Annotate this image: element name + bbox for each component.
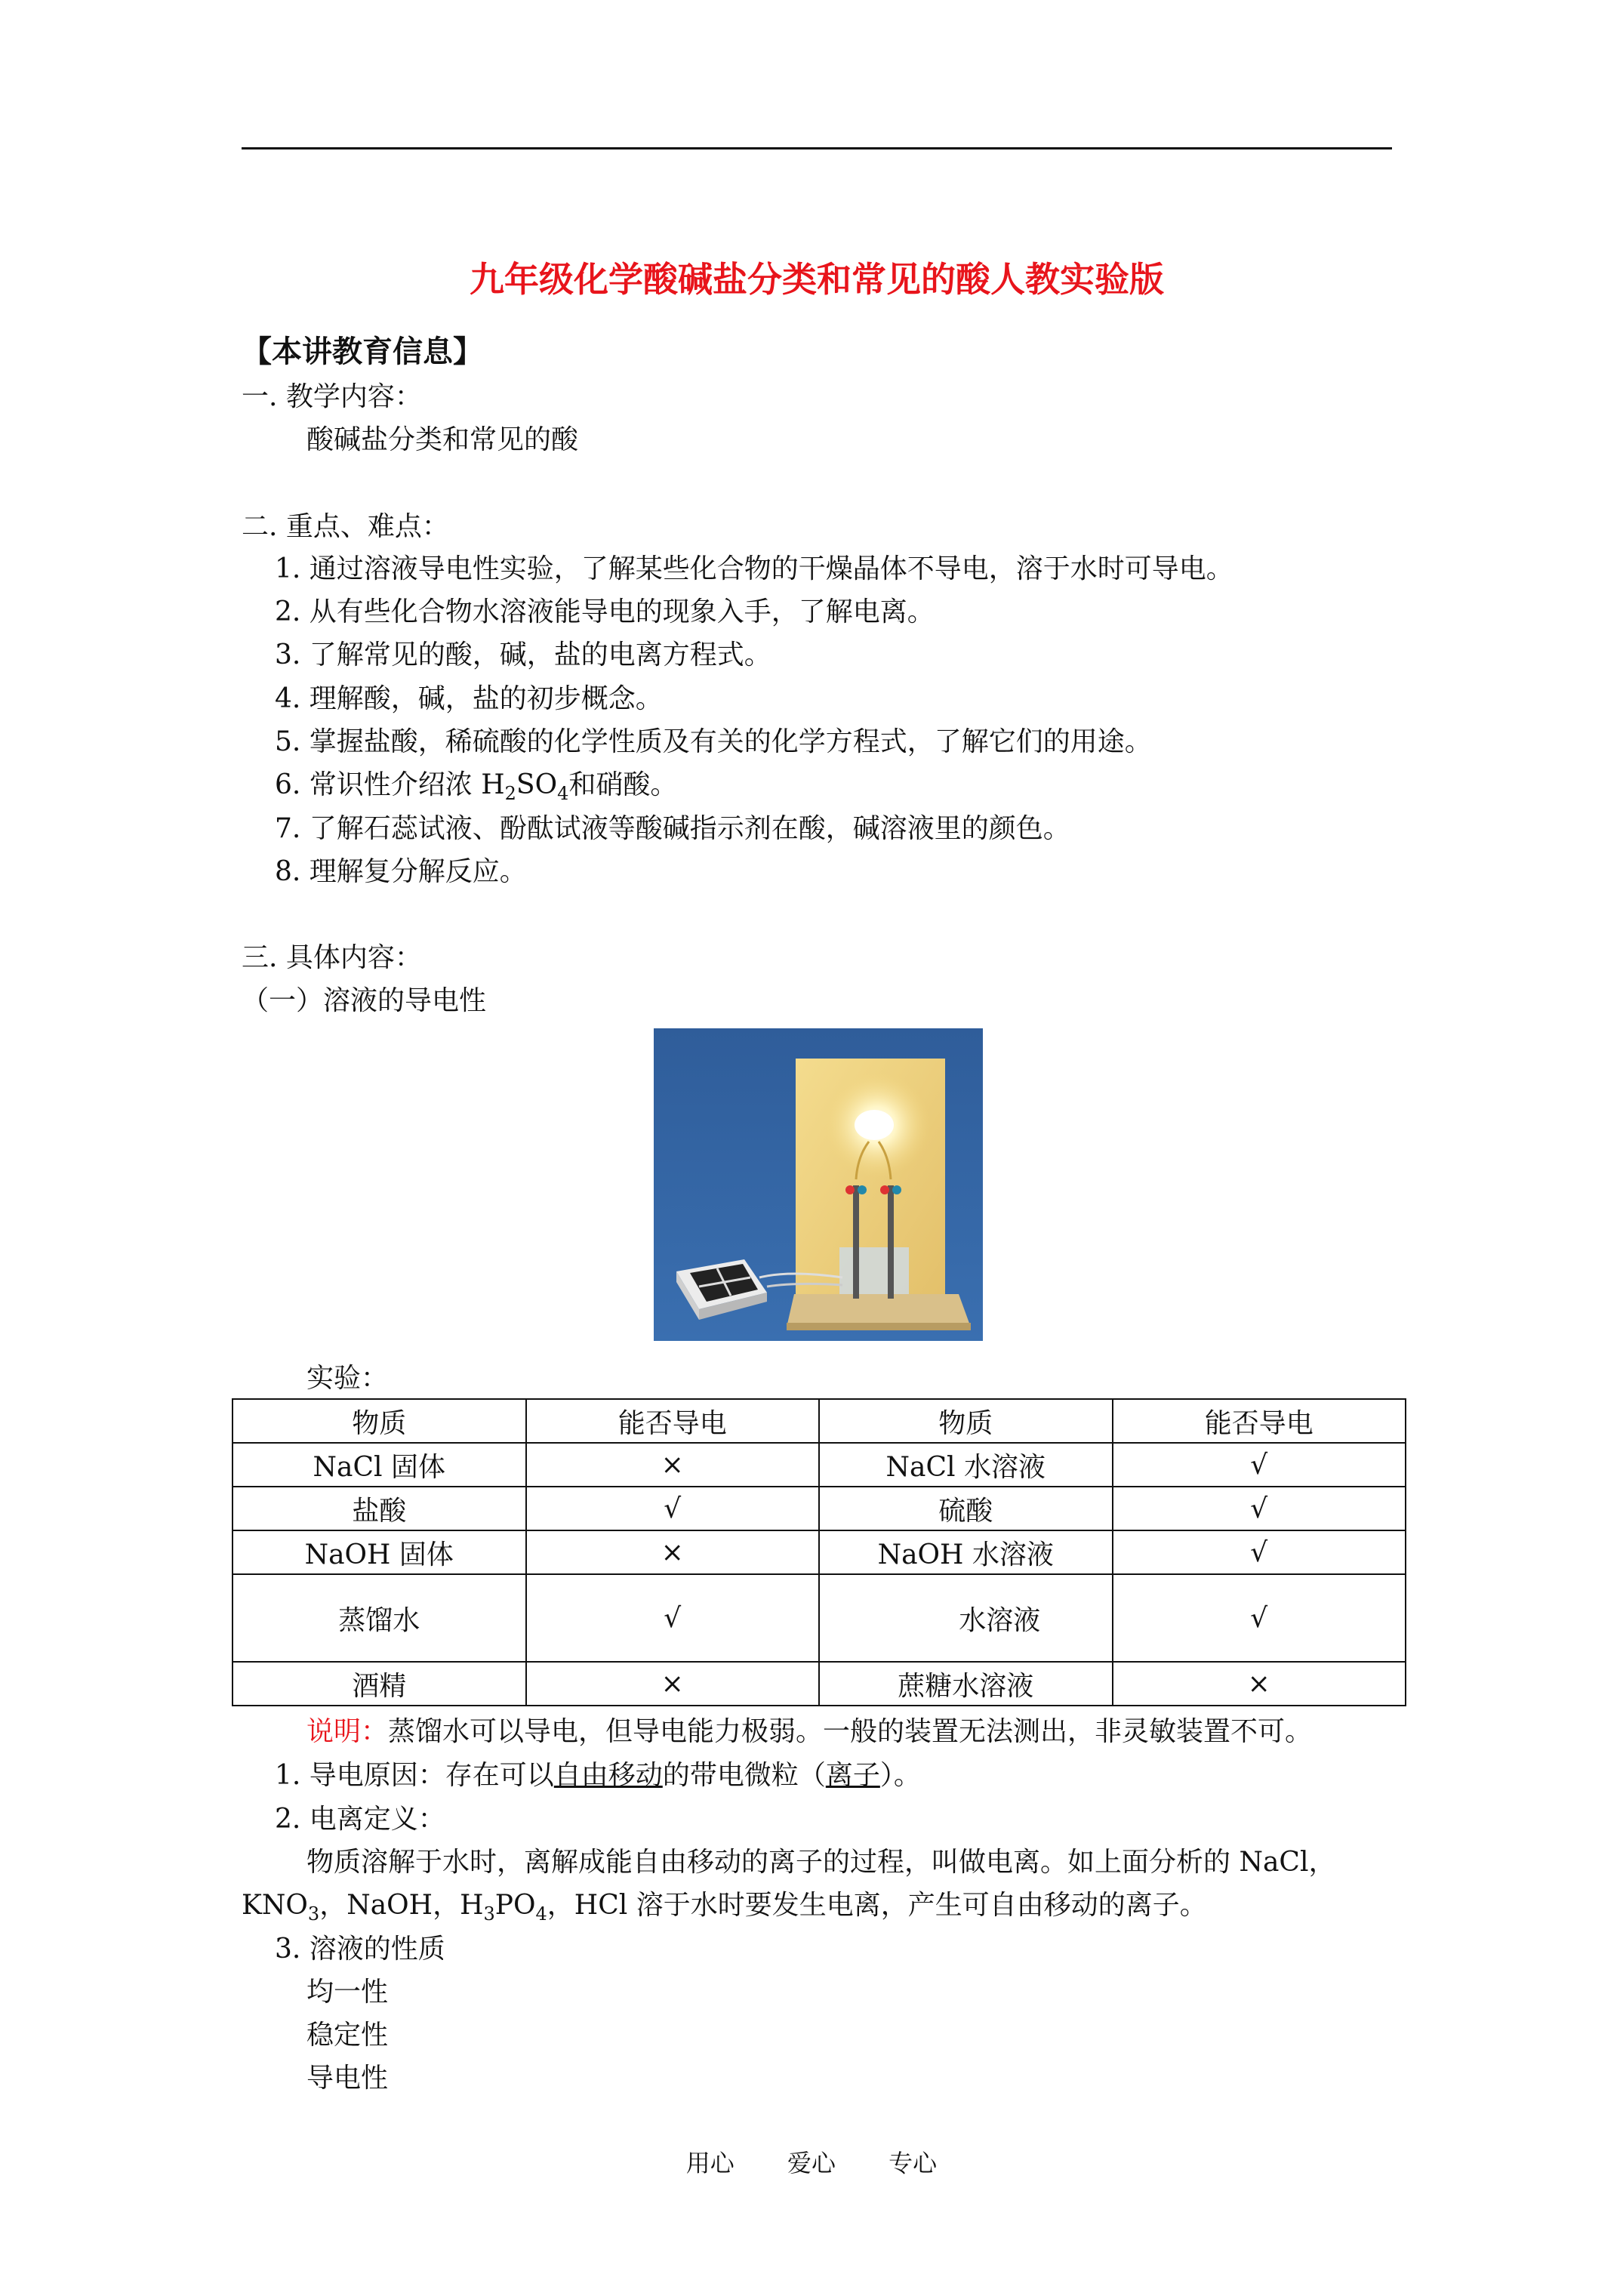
key-point-1: 1. 通过溶液导电性实验，了解某些化合物的干燥晶体不导电，溶于水时可导电。 <box>275 553 1233 584</box>
note-text: 蒸馏水可以导电，但导电能力极弱。一般的装置无法测出，非灵敏装置不可。 <box>388 1716 1313 1747</box>
table-header-row <box>233 1399 1406 1443</box>
table-cell: 盐酸 <box>233 1487 526 1530</box>
section1-heading: 一. 教学内容： <box>242 381 422 412</box>
ionization-line2-tail: ，HCl 溶于水时要发生电离，产生可自由移动的离子。 <box>547 1890 1207 1921</box>
info-heading: 【本讲教育信息】 <box>242 334 483 369</box>
page-footer <box>0 2144 1623 2179</box>
footer-item: 爱心 <box>787 2149 836 2177</box>
point1-prefix: 1. 导电原因：存在可以 <box>275 1760 554 1791</box>
table-cell: 蔗糖水溶液 <box>819 1662 1113 1706</box>
table-row <box>233 1574 1406 1662</box>
table-cell: √ <box>1113 1443 1406 1487</box>
table-cell: 硫酸 <box>819 1487 1113 1530</box>
point1-underline-ion: 离子 <box>825 1760 880 1791</box>
key-point-6-sub1: 2 <box>504 783 516 804</box>
conductivity-table <box>232 1398 1406 1706</box>
formula-sub: 3 <box>307 1903 320 1925</box>
footer-item: 专心 <box>888 2149 938 2177</box>
section3-heading: 三. 具体内容： <box>242 942 422 973</box>
point1-underline-free-moving: 自由移动 <box>553 1760 663 1791</box>
property-uniformity: 均一性 <box>306 1977 389 2008</box>
table-row <box>233 1530 1406 1574</box>
table-cell: 酒精 <box>233 1662 526 1706</box>
formula-sub: 4 <box>535 1903 547 1925</box>
table-cell: × <box>526 1662 820 1706</box>
document-title: 九年级化学酸碱盐分类和常见的酸人教实验版 <box>470 259 1164 300</box>
table-header-cell: 能否导电 <box>526 1399 820 1443</box>
table-cell: √ <box>526 1487 820 1530</box>
point-solution-properties: 3. 溶液的性质 <box>275 1934 445 1965</box>
table-cell: × <box>526 1530 820 1574</box>
table-cell: 蒸馏水 <box>233 1574 526 1662</box>
header-rule <box>242 147 1392 149</box>
key-point-6 <box>275 766 677 805</box>
table-cell: NaCl 固体 <box>233 1443 526 1487</box>
key-point-3: 3. 了解常见的酸，碱，盐的电离方程式。 <box>275 639 771 670</box>
formula-kno: KNO <box>242 1890 308 1921</box>
ionization-definition-line2 <box>242 1886 1207 1925</box>
table-cell: NaOH 水溶液 <box>819 1530 1113 1574</box>
key-point-7: 7. 了解石蕊试液、酚酞试液等酸碱指示剂在酸，碱溶液里的颜色。 <box>275 813 1070 844</box>
conductivity-apparatus-photo <box>654 1028 983 1341</box>
formula-naoh-h: ，NaOH，H <box>319 1890 484 1921</box>
table-row <box>233 1487 1406 1530</box>
table-cell: × <box>1113 1662 1406 1706</box>
table-header-cell: 物质 <box>233 1399 526 1443</box>
point1-suffix: ）。 <box>879 1760 921 1791</box>
key-point-6-suffix: 和硝酸。 <box>568 769 678 800</box>
key-point-4: 4. 理解酸，碱，盐的初步概念。 <box>275 683 663 714</box>
ionization-definition-line1: 物质溶解于水时，离解成能自由移动的离子的过程，叫做电离。如上面分析的 NaCl， <box>306 1847 1336 1878</box>
note-label: 说明： <box>306 1716 389 1747</box>
property-stability: 稳定性 <box>306 2020 389 2051</box>
formula-sub: 3 <box>483 1903 495 1925</box>
point-ionization-heading: 2. 电离定义： <box>275 1804 445 1835</box>
key-point-6-prefix: 6. 常识性介绍浓 H <box>275 769 505 800</box>
key-point-6-sub2: 4 <box>557 783 569 804</box>
note-line <box>306 1712 1312 1752</box>
table-cell: 水溶液 <box>819 1574 1113 1662</box>
table-cell: NaCl 水溶液 <box>819 1443 1113 1487</box>
experiment-label: 实验： <box>306 1363 389 1394</box>
section1-content: 酸碱盐分类和常见的酸 <box>306 424 579 455</box>
key-point-8: 8. 理解复分解反应。 <box>275 856 527 887</box>
subsection-conductivity: （一）溶液的导电性 <box>242 985 487 1016</box>
table-row <box>233 1662 1406 1706</box>
table-cell: √ <box>526 1574 820 1662</box>
table-cell: √ <box>1113 1487 1406 1530</box>
key-point-2: 2. 从有些化合物水溶液能导电的现象入手，了解电离。 <box>275 596 935 627</box>
point-conduction-cause <box>275 1756 921 1795</box>
key-point-6-mid: SO <box>516 769 558 800</box>
property-conductivity: 导电性 <box>306 2063 389 2094</box>
table-cell: × <box>526 1443 820 1487</box>
table-header-cell: 物质 <box>819 1399 1113 1443</box>
point1-mid: 的带电微粒（ <box>662 1760 826 1791</box>
section2-heading: 二. 重点、难点： <box>242 511 449 542</box>
table-cell: √ <box>1113 1574 1406 1662</box>
table-cell: NaOH 固体 <box>233 1530 526 1574</box>
formula-po: PO <box>494 1890 536 1921</box>
table-row <box>233 1443 1406 1487</box>
key-point-5: 5. 掌握盐酸，稀硫酸的化学性质及有关的化学方程式，了解它们的用途。 <box>275 726 1152 757</box>
footer-item: 用心 <box>685 2149 735 2177</box>
table-cell: √ <box>1113 1530 1406 1574</box>
table-header-cell: 能否导电 <box>1113 1399 1406 1443</box>
